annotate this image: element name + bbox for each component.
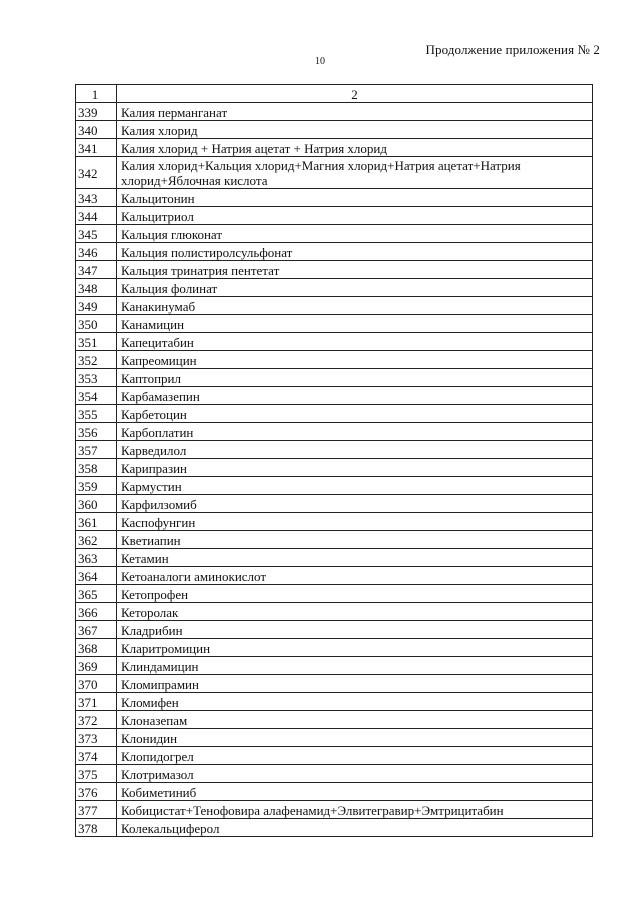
drug-name: Кломипрамин <box>117 675 593 693</box>
drug-name: Кетоаналоги аминокислот <box>117 567 593 585</box>
drug-name: Кальцитонин <box>117 189 593 207</box>
row-number: 343 <box>76 189 117 207</box>
row-number: 358 <box>76 459 117 477</box>
drug-name: Клопидогрел <box>117 747 593 765</box>
table-row <box>76 121 593 139</box>
table-body <box>76 103 593 837</box>
row-number: 362 <box>76 531 117 549</box>
table-row <box>76 783 593 801</box>
table-row <box>76 333 593 351</box>
row-number: 348 <box>76 279 117 297</box>
row-number: 351 <box>76 333 117 351</box>
row-number: 346 <box>76 243 117 261</box>
table-row <box>76 531 593 549</box>
drug-name: Кобицистат+Тенофовира алафенамид+Элвитегравир+Эмтрицитабин <box>117 801 593 819</box>
row-number: 357 <box>76 441 117 459</box>
table-row <box>76 495 593 513</box>
drug-name: Клонидин <box>117 729 593 747</box>
table-row <box>76 387 593 405</box>
drug-name: Калия хлорид + Натрия ацетат + Натрия хлорид <box>117 139 593 157</box>
table-row <box>76 513 593 531</box>
drug-name: Карбетоцин <box>117 405 593 423</box>
row-number: 378 <box>76 819 117 837</box>
table-row <box>76 729 593 747</box>
table-row <box>76 157 593 189</box>
row-number: 342 <box>76 157 117 189</box>
drug-name: Кломифен <box>117 693 593 711</box>
drug-name: Кармустин <box>117 477 593 495</box>
row-number: 371 <box>76 693 117 711</box>
table-row <box>76 351 593 369</box>
table-row <box>76 567 593 585</box>
row-number: 353 <box>76 369 117 387</box>
table-row <box>76 139 593 157</box>
table-row <box>76 711 593 729</box>
drug-name: Калия хлорид+Кальция хлорид+Магния хлорид+Натрия ацетат+Натрия хлорид+Яблочная кислота <box>117 157 593 189</box>
drug-name: Кладрибин <box>117 621 593 639</box>
drug-name: Каптоприл <box>117 369 593 387</box>
row-number: 375 <box>76 765 117 783</box>
drug-name: Колекальциферол <box>117 819 593 837</box>
row-number: 372 <box>76 711 117 729</box>
drug-name: Кетопрофен <box>117 585 593 603</box>
table-header-row <box>76 85 593 103</box>
table-row <box>76 459 593 477</box>
row-number: 352 <box>76 351 117 369</box>
row-number: 368 <box>76 639 117 657</box>
table-row <box>76 585 593 603</box>
drug-name: Клоназепам <box>117 711 593 729</box>
table-row <box>76 675 593 693</box>
row-number: 340 <box>76 121 117 139</box>
table-row <box>76 207 593 225</box>
table-row <box>76 225 593 243</box>
row-number: 339 <box>76 103 117 121</box>
table-row <box>76 657 593 675</box>
table-row <box>76 297 593 315</box>
drug-name: Кобиметиниб <box>117 783 593 801</box>
row-number: 363 <box>76 549 117 567</box>
row-number: 370 <box>76 675 117 693</box>
drug-name: Каспофунгин <box>117 513 593 531</box>
column-header-number: 1 <box>76 85 117 103</box>
drug-table <box>75 84 593 837</box>
row-number: 360 <box>76 495 117 513</box>
drug-name: Калия хлорид <box>117 121 593 139</box>
table-row <box>76 765 593 783</box>
drug-name: Карбамазепин <box>117 387 593 405</box>
row-number: 341 <box>76 139 117 157</box>
row-number: 373 <box>76 729 117 747</box>
drug-name: Калия перманганат <box>117 103 593 121</box>
drug-name: Кальция фолинат <box>117 279 593 297</box>
drug-name: Кальция полистиролсульфонат <box>117 243 593 261</box>
continuation-header: Продолжение приложения № 2 <box>425 42 600 57</box>
table-row <box>76 477 593 495</box>
row-number: 369 <box>76 657 117 675</box>
row-number: 366 <box>76 603 117 621</box>
table-row <box>76 189 593 207</box>
table-row <box>76 103 593 121</box>
drug-name: Карфилзомиб <box>117 495 593 513</box>
row-number: 347 <box>76 261 117 279</box>
row-number: 359 <box>76 477 117 495</box>
row-number: 364 <box>76 567 117 585</box>
table-row <box>76 639 593 657</box>
table-row <box>76 801 593 819</box>
table-row <box>76 405 593 423</box>
row-number: 374 <box>76 747 117 765</box>
column-header-name: 2 <box>117 85 593 103</box>
table-row <box>76 693 593 711</box>
drug-name: Карбоплатин <box>117 423 593 441</box>
table-row <box>76 243 593 261</box>
drug-name: Кеторолак <box>117 603 593 621</box>
row-number: 377 <box>76 801 117 819</box>
row-number: 344 <box>76 207 117 225</box>
drug-name: Кальция тринатрия пентетат <box>117 261 593 279</box>
drug-name: Карведилол <box>117 441 593 459</box>
table-row <box>76 819 593 837</box>
row-number: 345 <box>76 225 117 243</box>
drug-name: Кетамин <box>117 549 593 567</box>
page-number: 10 <box>315 56 325 67</box>
table-row <box>76 315 593 333</box>
drug-name: Клотримазол <box>117 765 593 783</box>
drug-name: Кветиапин <box>117 531 593 549</box>
drug-name: Кальция глюконат <box>117 225 593 243</box>
drug-name: Карипразин <box>117 459 593 477</box>
table-row <box>76 549 593 567</box>
row-number: 361 <box>76 513 117 531</box>
drug-name: Кларитромицин <box>117 639 593 657</box>
row-number: 367 <box>76 621 117 639</box>
drug-name: Канамицин <box>117 315 593 333</box>
drug-name: Капецитабин <box>117 333 593 351</box>
table-row <box>76 279 593 297</box>
table-row <box>76 369 593 387</box>
drug-name: Канакинумаб <box>117 297 593 315</box>
table-row <box>76 441 593 459</box>
row-number: 376 <box>76 783 117 801</box>
drug-name: Клиндамицин <box>117 657 593 675</box>
table-row <box>76 621 593 639</box>
row-number: 356 <box>76 423 117 441</box>
row-number: 350 <box>76 315 117 333</box>
table-row <box>76 423 593 441</box>
table-row <box>76 747 593 765</box>
table-row <box>76 261 593 279</box>
row-number: 365 <box>76 585 117 603</box>
drug-name: Капреомицин <box>117 351 593 369</box>
drug-name: Кальцитриол <box>117 207 593 225</box>
row-number: 349 <box>76 297 117 315</box>
row-number: 354 <box>76 387 117 405</box>
table-row <box>76 603 593 621</box>
row-number: 355 <box>76 405 117 423</box>
